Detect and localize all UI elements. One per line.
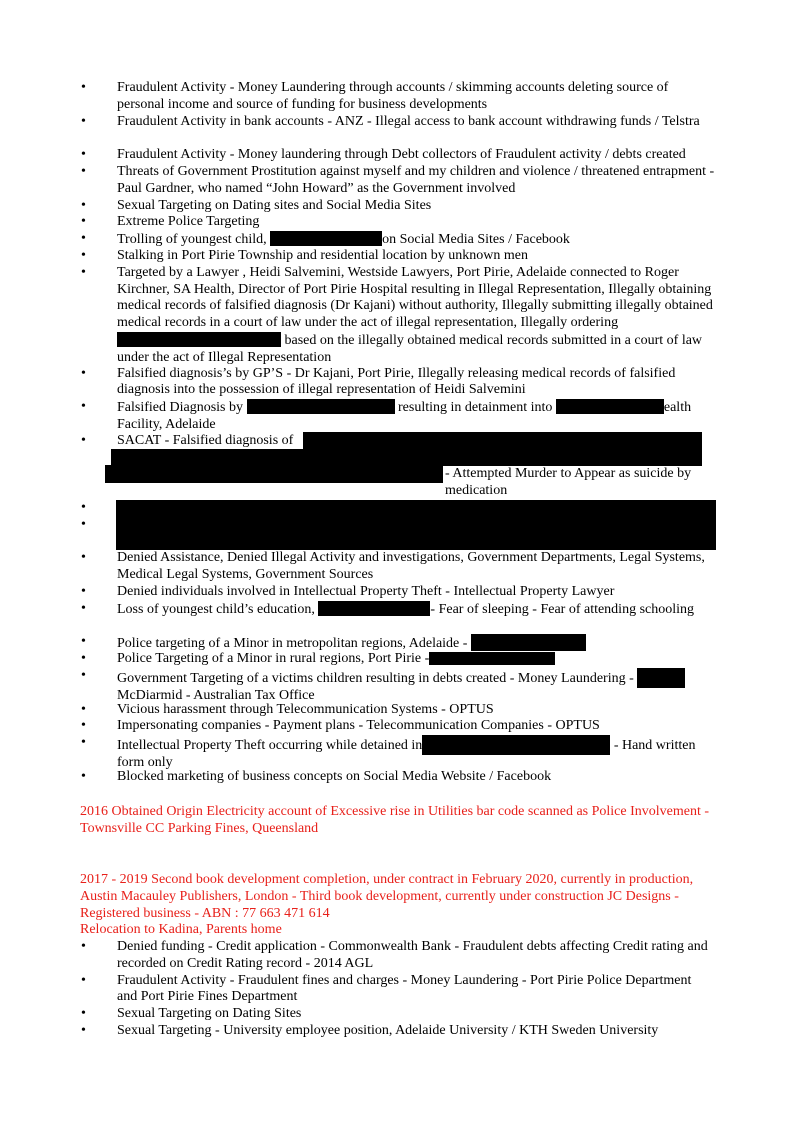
item-text-post: based on the illegally obtained medical records submitted in a court of law under the act of Illegal Representation	[117, 332, 703, 365]
list-item	[0, 231, 715, 248]
list-item	[0, 939, 715, 973]
item-text-post: - Attempted Murder to Appear as suicide by medication	[445, 466, 692, 499]
list-item	[0, 973, 715, 1007]
bullet: •	[81, 701, 86, 717]
allegations-list	[0, 80, 715, 785]
bullet: •	[81, 1006, 86, 1022]
relocation-note: Relocation to Kadina, Parents home	[80, 922, 282, 938]
redaction-block	[111, 449, 702, 466]
bullet: •	[81, 667, 86, 683]
bullet: •	[81, 231, 86, 247]
bullet: •	[81, 365, 86, 381]
list-item	[0, 651, 715, 668]
redaction-block	[117, 332, 281, 347]
bullet: •	[81, 264, 86, 280]
item-text: Fraudulent Activity - Fraudulent fines and charges - Money Laundering - Port Pirie Police Department and Port Pirie Fines Department	[117, 972, 692, 1005]
bullet: •	[81, 247, 86, 263]
list-item	[0, 584, 715, 601]
bullet: •	[81, 80, 86, 95]
bullet: •	[81, 399, 86, 415]
redaction-block	[556, 399, 664, 414]
item-text-pre: Trolling of youngest child,	[117, 232, 271, 248]
item-text: Denied funding - Credit application - Commonwealth Bank - Fraudulent debts affecting Credit rating and recorded on Credit Rating record - 2014 AGL	[117, 939, 708, 971]
list-item	[0, 735, 715, 769]
timeline-note-2016: 2016 Obtained Origin Electricity account of Excessive rise in Utilities bar code scanned as Police Involvement - Townsville CC Parking Fines, Queensland	[80, 804, 710, 836]
list-item	[0, 114, 715, 148]
bullet: •	[81, 163, 86, 179]
item-text: Extreme Police Targeting	[117, 214, 260, 230]
list-item	[0, 601, 715, 635]
list-item	[0, 718, 715, 735]
bullet: •	[81, 516, 86, 532]
list-item	[0, 248, 715, 265]
item-text: Stalking in Port Pirie Township and residential location by unknown men	[117, 247, 528, 263]
bullet: •	[81, 718, 86, 734]
item-text-pre: Intellectual Property Theft occurring while detained in	[117, 738, 423, 754]
list-item	[0, 1006, 715, 1023]
list-item	[0, 702, 715, 719]
item-text: Denied Assistance, Denied Illegal Activity and investigations, Government Departments, Legal Systems, Medical Legal Systems, Government Sources	[117, 550, 705, 583]
bullet: •	[81, 1022, 86, 1038]
bullet: •	[81, 972, 86, 988]
item-text-pre: SACAT - Falsified diagnosis of	[117, 432, 294, 448]
list-item	[0, 80, 715, 114]
redaction-block	[116, 500, 716, 550]
redaction-block	[247, 399, 395, 414]
redaction-block	[471, 634, 586, 651]
item-text: Fraudulent Activity in bank accounts - ANZ - Illegal access to bank account withdrawing funds / Telstra	[117, 113, 700, 129]
item-text-post: McDiarmid - Australian Tax Office	[117, 687, 315, 703]
item-text: Impersonating companies - Payment plans - Telecommunication Companies - OPTUS	[117, 718, 600, 734]
item-text-post: - Hand written form only	[117, 738, 696, 771]
item-text-pre: Falsified Diagnosis by	[117, 400, 247, 416]
list-item	[0, 517, 715, 551]
list-item	[0, 265, 715, 366]
item-text: Denied individuals involved in Intellectual Property Theft - Intellectual Property Lawyer	[117, 583, 615, 599]
bullet: •	[81, 432, 86, 448]
list-item	[0, 399, 715, 433]
bullet: •	[81, 583, 86, 599]
item-text-pre: Police targeting of a Minor in metropolitan regions, Adelaide -	[117, 636, 471, 652]
bullet: •	[81, 768, 86, 784]
bullet: •	[81, 214, 86, 230]
item-text-pre: Police Targeting of a Minor in rural regions, Port Pirie -	[117, 651, 430, 667]
redaction-block	[318, 601, 430, 616]
list-item	[0, 668, 715, 702]
item-text: Falsified diagnosis’s by GP’S - Dr Kajani, Port Pirie, Illegally releasing medical records of falsified diagnosis into the possession of illegal representation of Heidi Salvemini	[117, 365, 676, 398]
list-item	[0, 769, 715, 786]
item-text: Sexual Targeting on Dating sites and Social Media Sites	[117, 197, 432, 213]
list-item	[0, 634, 715, 651]
bullet: •	[81, 550, 86, 566]
item-text-post: ealth Facility, Adelaide	[117, 400, 692, 432]
bullet: •	[81, 600, 86, 616]
list-item	[0, 550, 715, 584]
item-text: Threats of Government Prostitution against myself and my children and violence / threatened entrapment - Paul Gardner, who named “John Howard” as the Government involved	[117, 163, 715, 196]
item-text: Vicious harassment through Telecommunication Systems - OPTUS	[117, 701, 494, 717]
list-item	[0, 147, 715, 164]
redaction-block	[429, 652, 555, 665]
item-text-pre: Loss of youngest child’s education,	[117, 601, 319, 617]
redaction-block	[422, 735, 610, 755]
bullet: •	[81, 197, 86, 213]
item-text: Blocked marketing of business concepts on Social Media Website / Facebook	[117, 768, 552, 784]
list-item	[0, 1023, 715, 1040]
item-text-mid: resulting in detainment into	[394, 400, 556, 416]
list-item	[0, 164, 715, 198]
list-item	[0, 366, 715, 400]
redaction-block	[637, 668, 685, 688]
allegations-list-2	[0, 939, 715, 1040]
item-text: Sexual Targeting - University employee position, Adelaide University / KTH Sweden University	[117, 1022, 659, 1038]
redaction-block	[270, 231, 382, 246]
item-text: Sexual Targeting on Dating Sites	[117, 1006, 302, 1022]
bullet: •	[81, 939, 86, 954]
timeline-note-2017-2019	[80, 872, 720, 939]
list-item	[0, 198, 715, 215]
item-text: Fraudulent Activity - Money laundering through Debt collectors of Fraudulent activity / debts created	[117, 147, 686, 163]
bullet: •	[81, 735, 86, 751]
item-text-post: - Fear of sleeping - Fear of attending schooling	[430, 601, 695, 617]
bullet: •	[81, 651, 86, 667]
timeline-note-text: 2017 - 2019 Second book development completion, under contract in February 2020, currently in production, Austin Macauley Publishers, London - Third book development, currently under construction JC Designs - Registered business - ABN : 77 663 471 614	[80, 872, 694, 921]
list-item	[0, 433, 715, 500]
redaction-block	[303, 432, 702, 449]
item-text-pre: Targeted by a Lawyer , Heidi Salvemini, Westside Lawyers, Port Pirie, Adelaide connected to Roger Kirchner, SA Health, Director of Port Pirie Hospital resulting in Illegal Representation, Illegally obtaining medical records of falsified diagnosis (Dr Kajani) without authority, Illegally submitting illegally obtained medical records in a court of law under the act of illegal representation, Illegally ordering	[117, 264, 713, 331]
item-text-post: on Social Media Sites / Facebook	[382, 232, 570, 248]
bullet: •	[81, 634, 86, 650]
list-item	[0, 214, 715, 231]
item-text-pre: Government Targeting of a victims children resulting in debts created - Money Laundering -	[117, 670, 638, 686]
item-text: Fraudulent Activity - Money Laundering through accounts / skimming accounts deleting source of personal income and source of funding for business developments	[117, 80, 669, 112]
bullet: •	[81, 499, 86, 515]
bullet: •	[81, 113, 86, 129]
redaction-block	[105, 465, 443, 483]
bullet: •	[81, 147, 86, 163]
